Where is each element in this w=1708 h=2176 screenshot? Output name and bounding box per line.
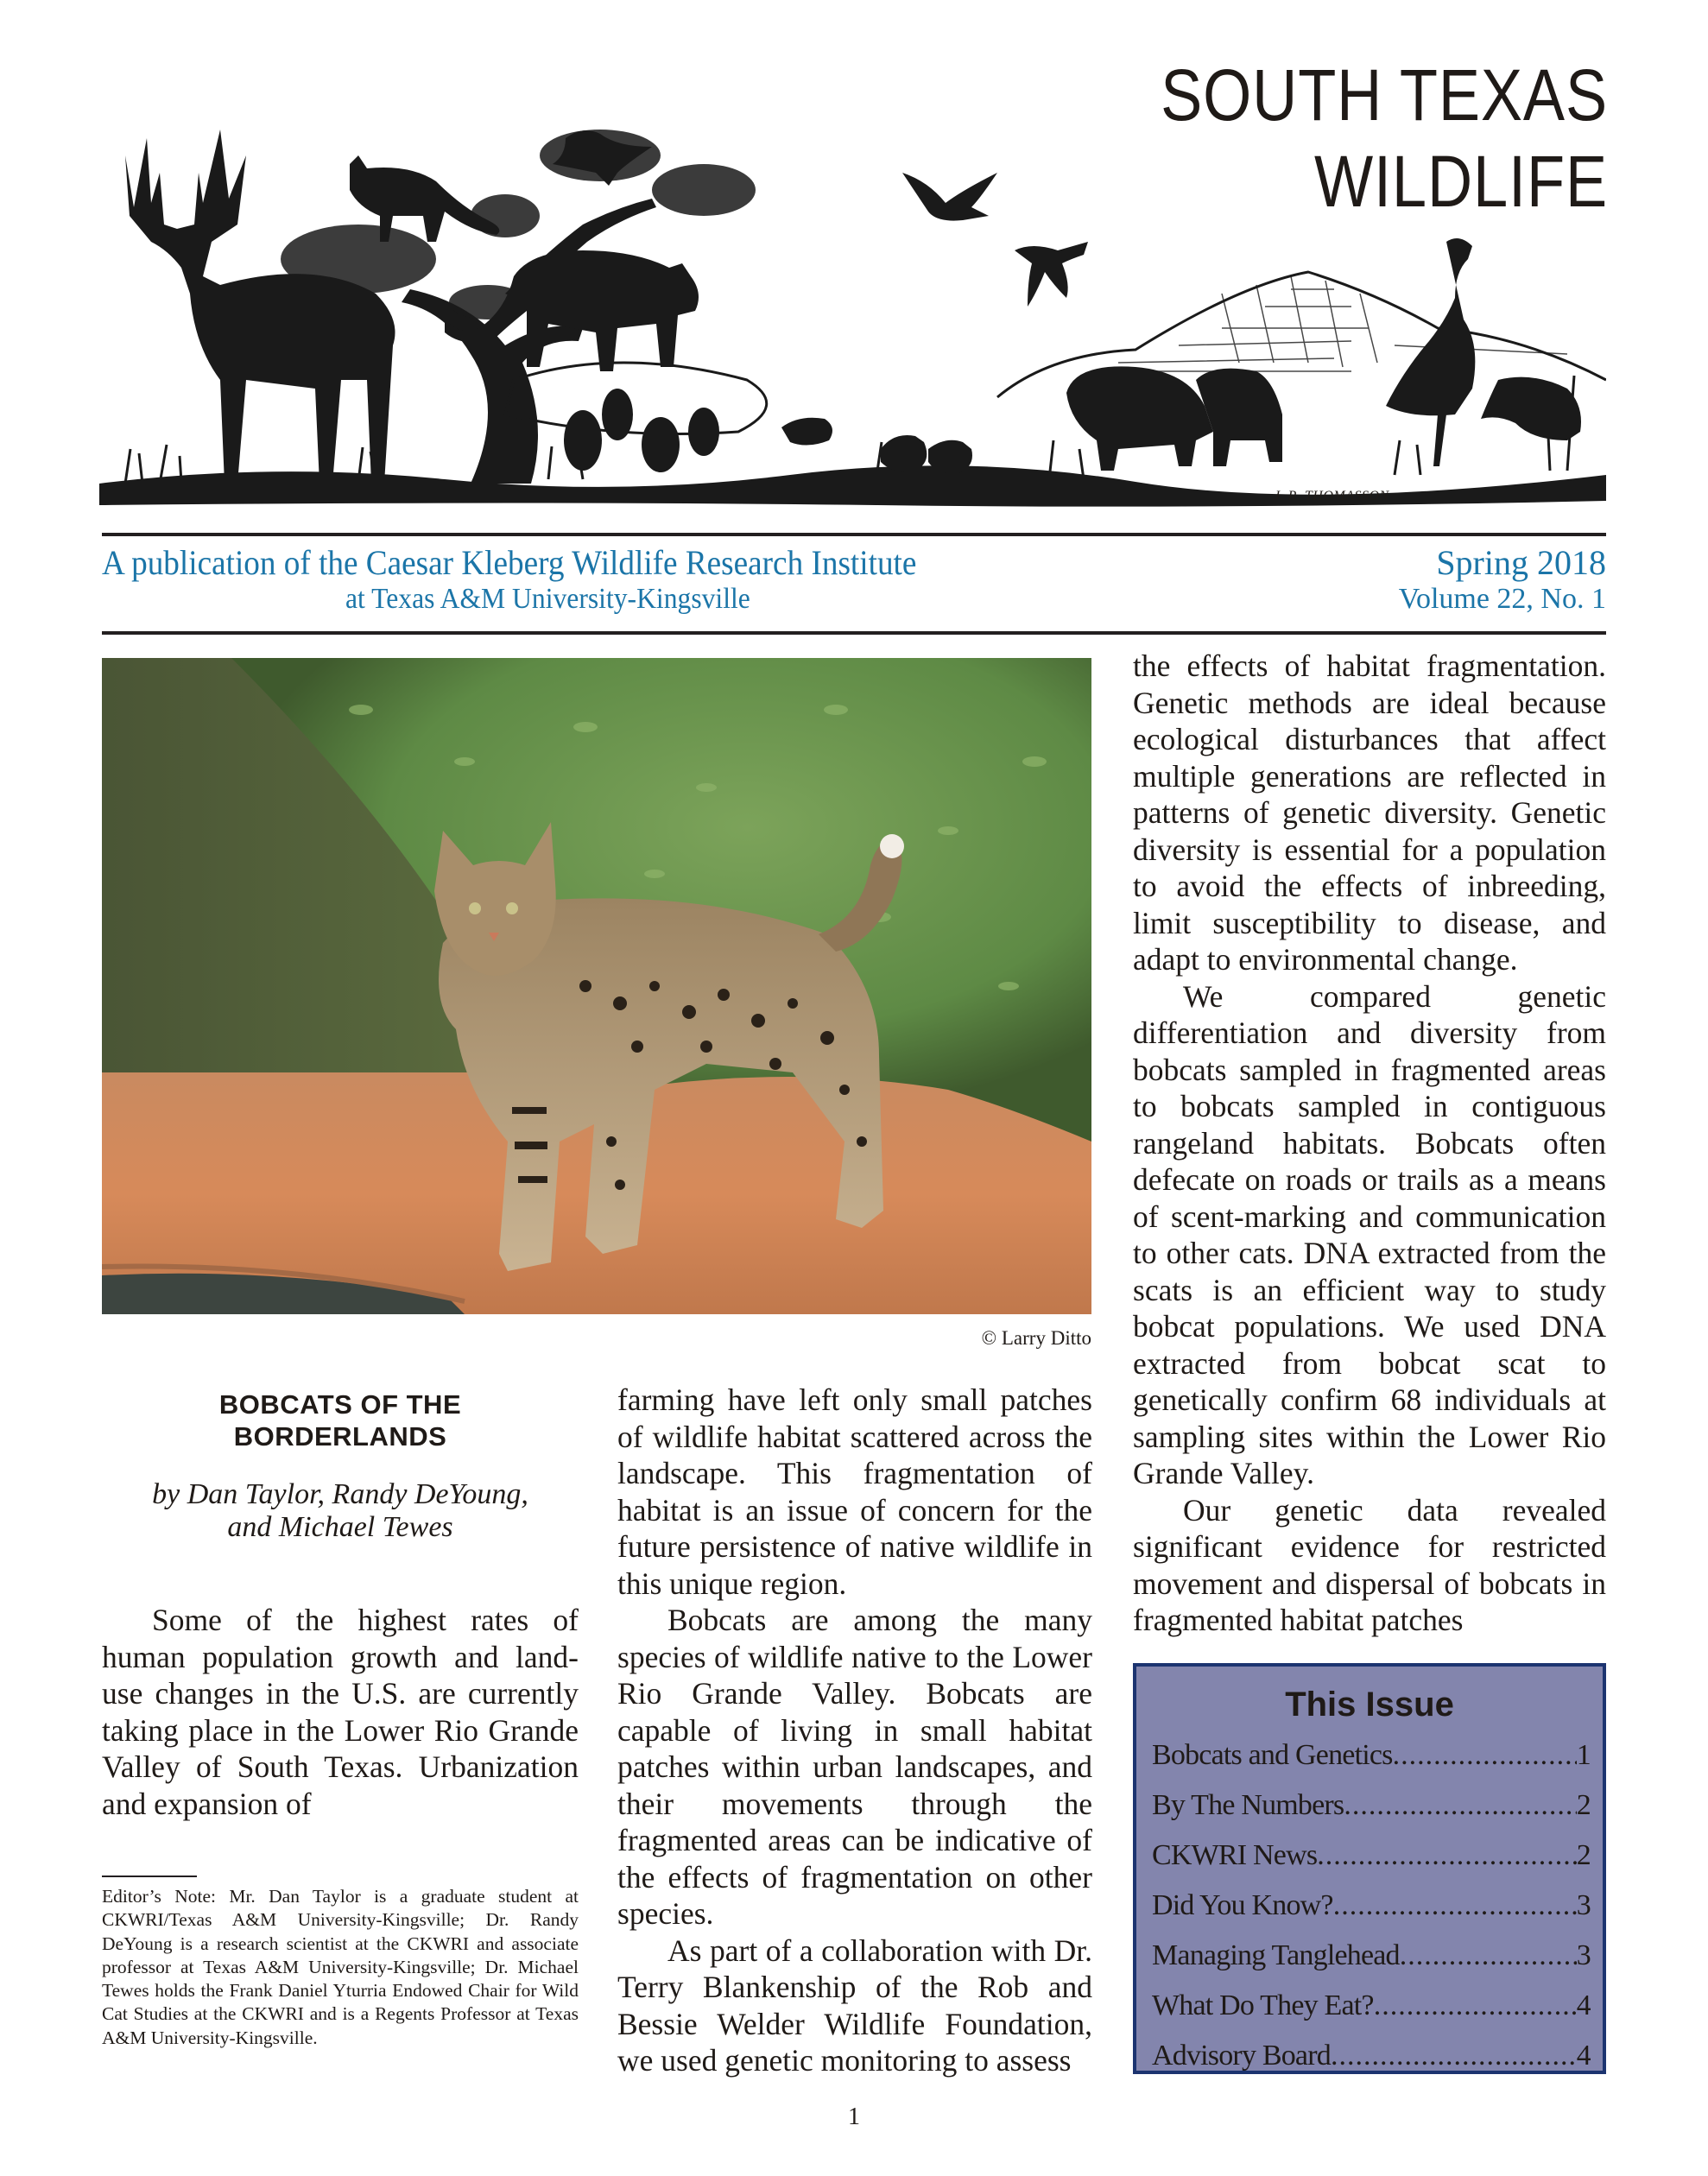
page-number: 1 [848, 2103, 860, 2130]
toc-label: Advisory Board [1152, 2040, 1331, 2072]
article-column-left [102, 1602, 579, 1822]
toc-page: 4 [1576, 2040, 1591, 2072]
article-byline [102, 1478, 579, 1544]
toc-item-advisory-board[interactable] [1152, 2031, 1591, 2081]
toc-page: 2 [1576, 1789, 1591, 1821]
toc-item-managing-tanglehead[interactable] [1152, 1931, 1591, 1981]
publication-university: at Texas A&M University-Kingsville [345, 583, 750, 615]
article-paragraph: Our genetic data revealed significant evidence for restricted movement and dispersal of bobcats in fragmented habitat patches [1133, 1492, 1606, 1637]
bobcat-photo-art [102, 658, 1091, 1314]
quail-silhouette-2 [928, 440, 972, 473]
toc-leader-dots [1400, 1931, 1577, 1981]
this-issue-box [1133, 1663, 1606, 2074]
article-paragraph: We compared genetic differentiation and diversity from bobcats sampled in fragmented areas to bobcats sampled in contiguous rangeland habitats. Bobcats often defecate on roads or trails as a means of scent-marking and communication to other cats. DNA extracted from the scats is an efficient way to study bobcat populations. We used DNA extracted from bobcat scat to genetically confirm 68 individuals at sampling sites within the Lower Rio Grande Valley. [1133, 978, 1606, 1490]
javelina-silhouette-2 [1196, 369, 1282, 466]
toc-page: 1 [1576, 1739, 1591, 1771]
top-rule [102, 533, 1606, 536]
bobcat-eye-right [506, 902, 518, 914]
javelina-silhouette-1 [1066, 366, 1213, 471]
turkey-silhouette-1 [1386, 238, 1475, 466]
prickly-pear-cactus [564, 389, 719, 472]
toc-item-by-the-numbers[interactable] [1152, 1781, 1591, 1831]
article-title-line2: BORDERLANDS [233, 1421, 447, 1452]
toc-page: 3 [1576, 1889, 1591, 1921]
toc-item-ckwri-news[interactable] [1152, 1831, 1591, 1881]
byline-line2: and Michael Tewes [227, 1511, 453, 1543]
toc-page: 3 [1576, 1939, 1591, 1971]
this-issue-list [1136, 1730, 1603, 2081]
article-title-line1: BOBCATS OF THE [218, 1389, 462, 1420]
hill-hatching [1092, 276, 1567, 371]
toc-label: Did You Know? [1152, 1889, 1333, 1921]
toc-leader-dots [1393, 1730, 1577, 1781]
article-paragraph: Some of the highest rates of human population growth and land-use changes in the U.S. are currently taking place in the Lower Rio Grande Valley of South Texas. Urbanization and expansion of [102, 1603, 579, 1821]
article-paragraph: Bobcats are among the many species of wildlife native to the Lower Rio Grande Valley. Bobcats are capable of living in small habitat patches within urban landscapes, and their movements through the fragmented areas can be indicative of the effects of fragmentation on other species. [617, 1603, 1092, 1931]
this-issue-heading: This Issue [1285, 1686, 1454, 1724]
turkey-silhouette-2 [1481, 377, 1581, 440]
issue-volume: Volume 22, No. 1 [1398, 583, 1606, 615]
byline-line1: by Dan Taylor, Randy DeYoung, [152, 1478, 528, 1510]
issue-season: Spring 2018 [1436, 543, 1606, 582]
article-column-right [1133, 648, 1606, 1639]
toc-label: By The Numbers [1152, 1789, 1344, 1821]
article-paragraph: farming have left only small patches of wildlife habitat scattered across the landscape. This fragmentation of habitat is an issue of concern for the future persistence of native wildlife in this unique region. [617, 1382, 1092, 1601]
photo-credit: © Larry Ditto [981, 1327, 1091, 1349]
toc-label: CKWRI News [1152, 1839, 1318, 1871]
quail-silhouette-3 [781, 418, 832, 446]
toc-label: Managing Tanglehead [1152, 1939, 1400, 1971]
toc-label: What Do They Eat? [1152, 1989, 1374, 2021]
publication-institute: A publication of the Caesar Kleberg Wildlife Research Institute [102, 543, 917, 582]
illustration-credit: J. R. THOMASSON [1274, 489, 1389, 503]
article-column-middle [617, 1382, 1092, 2079]
footnote-rule [102, 1876, 197, 1877]
editor-note: Editor’s Note: Mr. Dan Taylor is a graduate student at CKWRI/Texas A&M University-Kingsville; Dr. Randy DeYoung is a research scientist at the CKWRI and associate professor at Texas A&M University-Kingsville; Dr. Michael Tewes holds the Frank Daniel Yturria Endowed Chair for Wild Cat Studies at the CKWRI and is a Regents Professor at Texas A&M University-Kingsville. [102, 1886, 579, 2048]
toc-item-bobcats-and-genetics[interactable] [1152, 1730, 1591, 1781]
bobcat-photo [102, 658, 1091, 1314]
quail-silhouette-1 [881, 435, 927, 471]
rock [505, 363, 767, 434]
toc-leader-dots [1344, 1781, 1576, 1831]
bobcat-tail-tip [880, 834, 904, 858]
grass-strokes [125, 376, 1574, 484]
duck-silhouette-1 [902, 173, 997, 221]
toc-leader-dots [1317, 1831, 1577, 1881]
article-paragraph: the effects of habitat fragmentation. Genetic methods are ideal because ecological disturbances that affect multiple generations are reflected in patterns of genetic diversity. Genetic diversity is essential for a population to avoid the effects of inbreeding, limit susceptibility to disease, and adapt to environmental change. [1133, 648, 1606, 977]
toc-leader-dots [1331, 2031, 1577, 2081]
article-title [102, 1388, 579, 1452]
toc-leader-dots [1333, 1881, 1577, 1931]
wildlife-illustration [99, 121, 1606, 514]
toc-page: 4 [1576, 1989, 1591, 2021]
bottom-rule [102, 631, 1606, 635]
article-paragraph: As part of a collaboration with Dr. Terry Blankenship of the Rob and Bessie Welder Wildlife Foundation, we used genetic monitoring to assess [617, 1932, 1092, 2078]
toc-page: 2 [1576, 1839, 1591, 1871]
toc-label: Bobcats and Genetics [1152, 1739, 1393, 1771]
toc-item-what-do-they-eat[interactable] [1152, 1981, 1591, 2031]
toc-item-did-you-know[interactable] [1152, 1881, 1591, 1931]
toc-leader-dots [1374, 1981, 1577, 2031]
duck-silhouette-2 [1015, 242, 1088, 307]
bobcat-eye-left [469, 902, 481, 914]
masthead-title: SOUTH TEXAS WILDLIFE [1161, 54, 1608, 222]
